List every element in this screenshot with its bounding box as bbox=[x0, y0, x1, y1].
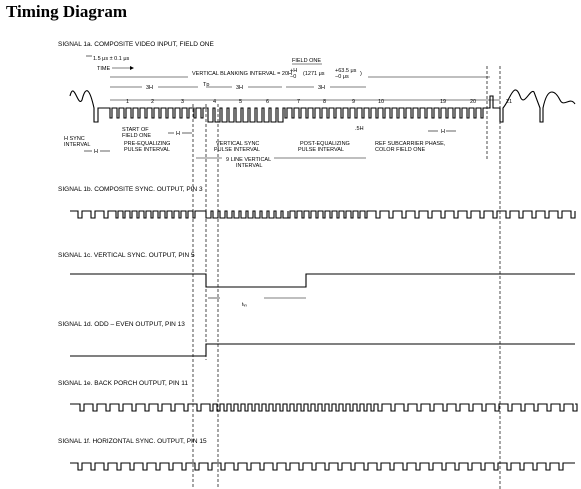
vbi-tol-top: +H bbox=[290, 68, 298, 74]
vsync-label-1: VERTICAL SYNC bbox=[216, 141, 260, 147]
odd-even-waveform bbox=[70, 344, 575, 356]
signal-1f-label: SIGNAL 1f. HORIZONTAL SYNC. OUTPUT, PIN 15 bbox=[58, 438, 207, 445]
field-one-label: FIELD ONE bbox=[292, 58, 322, 64]
signal-1e-label: SIGNAL 1e. BACK PORCH OUTPUT, PIN 11 bbox=[58, 380, 189, 387]
half-h-label: .5H bbox=[355, 126, 364, 132]
pre-eq-label-1: PRE-EQUALIZING bbox=[124, 141, 171, 147]
line-number: 20 bbox=[470, 99, 477, 105]
time-label: TIME bbox=[97, 66, 111, 72]
line-number: 8 bbox=[323, 99, 327, 105]
h-period-label-b: H bbox=[176, 131, 180, 137]
line-number: 7 bbox=[297, 99, 301, 105]
horizontal-sync-waveform bbox=[70, 463, 575, 470]
h-period-label-c: H bbox=[441, 129, 445, 135]
interval-3h-a: 3H bbox=[146, 85, 154, 91]
vsync-label-2: PULSE INTERVAL bbox=[214, 147, 260, 153]
td-label: Tᴅ bbox=[203, 82, 210, 88]
h-period-label-a: H bbox=[94, 149, 98, 155]
vbi-formula-tol-top: +63.5 μs bbox=[335, 68, 357, 74]
pulse-width-annotation: 1.5 μs ± 0.1 μs bbox=[93, 56, 130, 62]
time-arrowhead bbox=[130, 66, 134, 70]
start-field-label-2: FIELD ONE bbox=[122, 133, 152, 139]
vbi-label: VERTICAL BLANKING INTERVAL = 20H bbox=[192, 71, 293, 77]
line-number: 9 bbox=[352, 99, 356, 105]
start-field-label-1: START OF bbox=[122, 127, 149, 133]
vbi-tol-bot: −0 bbox=[290, 74, 297, 80]
page-title: Timing Diagram bbox=[6, 2, 128, 21]
line-number: 2 bbox=[151, 99, 155, 105]
nine-line-label-1: 9 LINE VERTICAL bbox=[226, 157, 272, 163]
line-number: 4 bbox=[213, 99, 217, 105]
signal-1b-label: SIGNAL 1b. COMPOSITE SYNC. OUTPUT, PIN 3 bbox=[58, 186, 203, 193]
vbi-formula: (1271 μs bbox=[303, 71, 325, 77]
h-sync-interval-label-1: H SYNC bbox=[64, 136, 85, 142]
signal-1c-label: SIGNAL 1c. VERTICAL SYNC. OUTPUT, PIN 5 bbox=[58, 252, 195, 259]
line-number: 19 bbox=[440, 99, 447, 105]
post-eq-label-2: PULSE INTERVAL bbox=[298, 147, 344, 153]
interval-3h-c: 3H bbox=[318, 85, 326, 91]
vertical-sync-waveform bbox=[70, 274, 575, 287]
line-number: 5 bbox=[239, 99, 243, 105]
vbi-formula-tol-bot: −0 μs bbox=[335, 74, 349, 80]
composite-video-waveform bbox=[70, 90, 575, 122]
line-number: 21 bbox=[506, 99, 513, 105]
signal-1a-label: SIGNAL 1a. COMPOSITE VIDEO INPUT, FIELD ONE bbox=[58, 41, 214, 48]
h-sync-interval-label-2: INTERVAL bbox=[64, 142, 91, 148]
nine-line-label-2: INTERVAL bbox=[236, 163, 263, 169]
vbi-formula-close: ) bbox=[360, 71, 362, 77]
interval-3h-b: 3H bbox=[236, 85, 244, 91]
post-eq-label-1: POST-EQUALIZING bbox=[300, 141, 350, 147]
line-number: 1 bbox=[126, 99, 130, 105]
signal-1d-label: SIGNAL 1d. ODD – EVEN OUTPUT, PIN 13 bbox=[58, 321, 185, 328]
ref-sub-label-1: REF SUBCARRIER PHASE, bbox=[375, 141, 446, 147]
line-number: 10 bbox=[378, 99, 385, 105]
pre-eq-label-2: PULSE INTERVAL bbox=[124, 147, 170, 153]
tvs-label: tᵥₛ bbox=[242, 302, 248, 308]
ref-sub-label-2: COLOR FIELD ONE bbox=[375, 147, 426, 153]
back-porch-waveform bbox=[70, 404, 577, 411]
composite-sync-waveform bbox=[70, 211, 575, 218]
line-number: 6 bbox=[266, 99, 270, 105]
line-number: 3 bbox=[181, 99, 185, 105]
